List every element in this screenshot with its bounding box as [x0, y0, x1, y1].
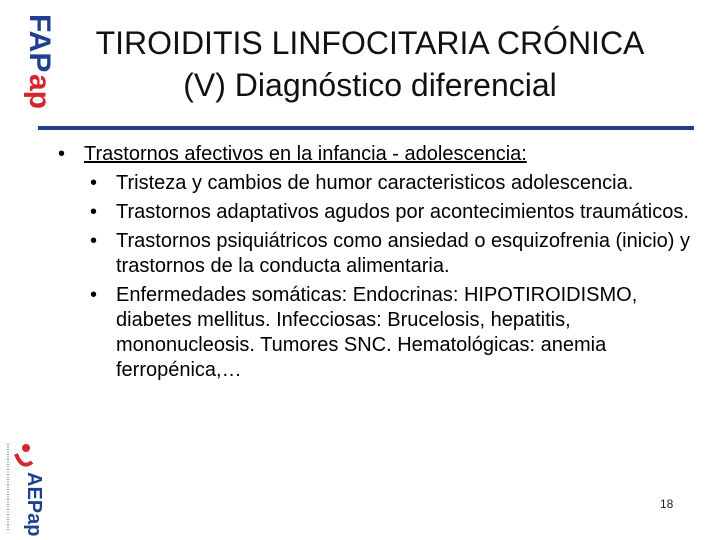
- sub-bullet-text: Enfermedades somáticas: Endocrinas: HIPOTIROIDISMO, diabetes mellitus. Infecciosas: Brucelosis, hepatitis, mononucleosis. Tumores SNC. Hematológicas: anemia ferropénica,…: [116, 284, 638, 381]
- fapap-logo: [2, 12, 56, 112]
- bullet-dot-icon: •: [90, 172, 98, 194]
- sub-bullet: [56, 283, 696, 383]
- bullet-dot-icon: •: [90, 284, 98, 306]
- bullet-dot-icon: •: [90, 230, 98, 252]
- sub-bullet: [56, 229, 696, 279]
- slide-body: [56, 142, 696, 383]
- sub-bullet-text: Trastornos psiquiátricos como ansiedad o esquizofrenia (inicio) y trastornos de la conducta alimentaria.: [116, 230, 690, 277]
- sub-bullet-text: Tristeza y cambios de humor caracteristicos adolescencia.: [116, 172, 634, 194]
- slide-title: [40, 22, 700, 106]
- aepap-logo-graphic: [2, 440, 45, 537]
- title-line-2: (V) Diagnóstico diferencial: [183, 67, 557, 103]
- svg-text:ap: ap: [23, 74, 56, 110]
- logo-figure-head-icon: [22, 444, 30, 452]
- logo-figure-body-icon: [16, 454, 32, 465]
- aepap-logo: [2, 440, 45, 537]
- bullet-dot-icon: •: [90, 201, 98, 223]
- bullet-heading: Trastornos afectivos en la infancia - adolescencia:: [84, 143, 527, 165]
- svg-text:FAP: FAP: [23, 14, 56, 73]
- sub-bullet: [56, 200, 696, 225]
- sub-bullet-text: Trastornos adaptativos agudos por acontecimientos traumáticos.: [116, 201, 689, 223]
- title-line-1: TIROIDITIS LINFOCITARIA CRÓNICA: [95, 25, 645, 61]
- fapap-logo-graphic: [2, 12, 56, 112]
- bullet-dot-icon: •: [58, 143, 66, 165]
- bullet-level-1: [56, 142, 696, 167]
- page-number: 18: [660, 497, 674, 511]
- sub-bullet: [56, 171, 696, 196]
- title-divider: [38, 126, 694, 130]
- svg-text:AEPap: AEPap: [23, 472, 45, 537]
